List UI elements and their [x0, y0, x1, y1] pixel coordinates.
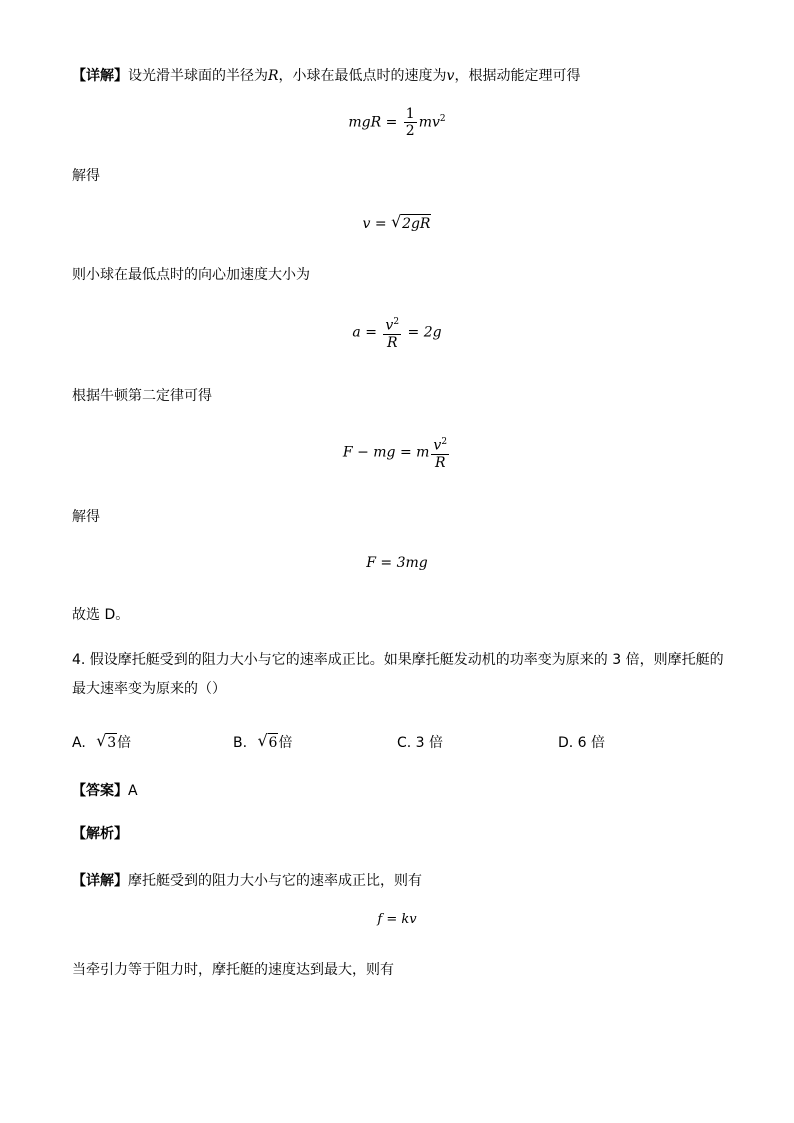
eq4-equals: = [395, 444, 417, 461]
newton-text: 根据牛顿第二定律可得 [72, 388, 212, 404]
eq1-equals: = [381, 114, 402, 131]
detail-tag: 【详解】 [72, 68, 128, 84]
equation-energy [0, 106, 794, 139]
eq4-left: F − mg [342, 444, 396, 461]
option-b-suffix: 倍 [278, 735, 293, 751]
eq2-sqrt [391, 214, 431, 233]
option-a-radicand: 3 [107, 735, 117, 751]
eq3-equals-2: = [403, 324, 424, 341]
eq1-left: mgR [348, 114, 382, 131]
detail-paragraph-1 [72, 66, 580, 86]
solve-label-1: 解得 [72, 168, 100, 184]
var-R: R [268, 68, 279, 84]
solve-label-2: 解得 [72, 509, 100, 525]
eq2-left: v [362, 216, 371, 232]
eq2-equals: = [370, 216, 392, 232]
equation-velocity [0, 214, 794, 233]
detail-text-c: ，根据动能定理可得 [454, 68, 581, 84]
option-b-sqrt [258, 733, 279, 752]
question-line-1: 4. 假设摩托艇受到的阻力大小与它的速率成正比。如果摩托艇发动机的功率变为原来的 3 倍，则摩托艇的 [72, 652, 724, 668]
eq5-equals: = [375, 555, 397, 571]
final-text: 当牵引力等于阻力时，摩托艇的速度达到最大，则有 [72, 962, 394, 978]
eq3-right: 2g [423, 324, 442, 341]
option-a-suffix: 倍 [117, 735, 132, 751]
sqrt-icon: √ [96, 731, 107, 750]
sqrt-icon: √ [257, 731, 268, 750]
detail-text-a: 设光滑半球面的半径为 [128, 68, 268, 84]
centripetal-text: 则小球在最低点时的向心加速度大小为 [72, 267, 310, 283]
eq2-radicand: 2gR [402, 216, 431, 232]
equation-drag: f = kv [377, 912, 417, 927]
eq3-sup: 2 [393, 317, 400, 327]
sqrt-icon: √ [391, 212, 402, 231]
eq4-fraction [431, 434, 449, 471]
eq4-num-wrap [431, 434, 449, 455]
choose-text: 故选 D。 [72, 607, 130, 623]
answer-value: A [128, 783, 138, 799]
eq3-fraction [383, 314, 401, 351]
eq3-den: R [386, 334, 398, 351]
eq3-left: a [352, 324, 361, 341]
answer-line [72, 781, 138, 801]
detail-text-2: 摩托艇受到的阻力大小与它的速率成正比，则有 [128, 873, 422, 889]
question-line-2: 最大速率变为原来的（） [72, 681, 226, 697]
option-a[interactable] [72, 732, 131, 752]
equation-newton [0, 434, 794, 471]
eq5-left: F [366, 555, 376, 571]
option-b-label: B. [233, 735, 248, 751]
eq3-num-wrap [383, 314, 401, 335]
option-b[interactable] [233, 732, 292, 752]
eq4-num: v [433, 437, 442, 454]
eq1-sup: 2 [439, 113, 446, 124]
analysis-tag: 【解析】 [72, 826, 128, 842]
option-b-radicand: 6 [268, 735, 278, 751]
option-a-sqrt [96, 733, 117, 752]
eq1-right: mv [418, 114, 440, 131]
option-d[interactable]: D. 6 倍 [558, 735, 606, 751]
eq1-fraction [404, 106, 417, 139]
eq4-m: m [416, 444, 430, 461]
detail-text-b: ，小球在最低点时的速度为 [278, 68, 447, 84]
answer-tag: 【答案】 [72, 783, 128, 799]
option-c[interactable]: C. 3 倍 [397, 735, 444, 751]
eq1-den: 2 [405, 123, 415, 139]
option-a-label: A. [72, 735, 86, 751]
eq1-num: 1 [405, 106, 415, 122]
equation-acceleration [0, 314, 794, 351]
eq4-den: R [434, 454, 446, 471]
detail-tag-2: 【详解】 [72, 873, 128, 889]
eq4-sup: 2 [441, 437, 448, 447]
detail-paragraph-2 [72, 871, 422, 891]
equation-force [0, 555, 794, 571]
eq5-right: 3mg [396, 555, 428, 571]
var-v: v [446, 68, 455, 84]
eq3-num: v [385, 317, 394, 334]
eq3-equals: = [360, 324, 382, 341]
